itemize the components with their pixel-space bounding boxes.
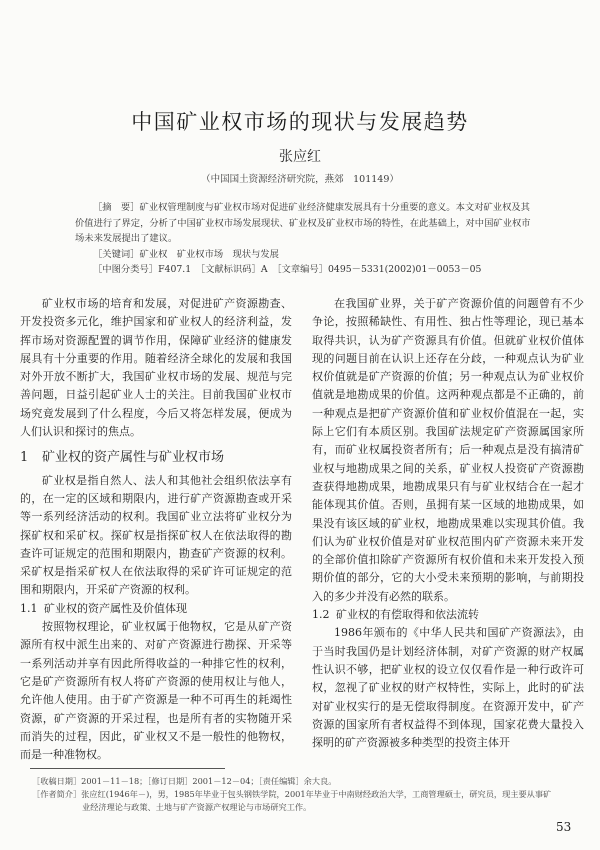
abstract-text: 矿业权管理制度与矿业权市场对促进矿业经济健康发展具有十分重要的意义。本文对矿业权及其价值进行了界定，分析了中国矿业权市场发展现状、矿业权及矿业权市场的特性，在此基础上，对中国矿业权市场未来发展提出了建议。 [75,202,531,244]
paper-title: 中国矿业权市场的现状与发展趋势 [131,110,469,135]
footnote-received: ［收稿日期］2001－11－18；［修订日期］2001－12－04；［责任编辑］余大良。 [32,776,337,786]
abstract-block [75,200,535,278]
page-number: 53 [556,820,572,834]
section-heading-1 [20,449,292,467]
abstract-label: ［摘 要］ [93,202,140,213]
classification-line: ［中图分类号］F407.1 ［文献标识码］A ［文章编号］0495－5331(2002)01－0053－05 [93,264,482,275]
subsection-heading-1-1 [20,600,292,618]
keywords-label: ［关键词］ [93,248,140,260]
value-paragraph: 在我国矿业界，关于矿产资源价值的问题曾有不少争论，按照稀缺性、有用性、独占性等理论，现已基本取得共识，认为矿产资源具有价值。但就矿业权价值体现的问题目前在认识上还存在分歧，一种观点认为矿业权价值就是矿产资源的价值；另一种观点认为矿业权价值就是地勘成果的价值。这两种观点都是不正确的，前一种观点是把矿产资源价值和矿业权价值混在一起，实际上它们有本质区别。我国矿法规定矿产资源属国家所有，而矿业权属投资者所有；后一种观点是没有搞清矿业权与地勘成果之间的关系，矿业权人投资矿产资源勘查获得地勘成果，地勘成果只有与矿业权结合在一起才能体现其价值。否则，虽拥有某一区域的地勘成果，如果没有该区域的矿业权，地勘成果难以实现其价值。我们认为矿业权价值是对矿业权范围内矿产资源未来开发的全部价值扣除矿产资源所有权价值和未来开发投入预期价值的部分，它的大小受未来预期的影响，与前期投入的多少并没有必然的联系。 [312,297,584,603]
subsection-title: 矿业权的资产属性及价值体现 [44,601,187,615]
keywords-line [75,247,535,263]
author-affiliation: （中国国土资源经济研究院，燕郊 101149） [201,174,399,185]
intro-paragraph: 矿业权市场的培育和发展，对促进矿产资源勘查、开发投资多元化，维护国家和矿业权人的经济利益，发挥市场对资源配置的调节作用，保障矿业经济的健康发展具有十分重要的作用。随着经济全球化的发展和我国对外开放不断扩大，我国矿业权市场的发展、规范与完善问题，日益引起矿业人士的关注。目前我国矿业权市场究竟发展到了什么程度，今后又将怎样发展，便成为人们认识和探讨的焦点。 [20,297,292,439]
section-title: 矿业权的资产属性与矿业权市场 [42,450,225,466]
footnote-author-bio-cont: 业经济理论与政策、土地与矿产资源产权理论与市场研究工作。 [82,802,312,812]
keywords-text: 矿业权 矿业权市场 现状与发展 [139,248,279,260]
left-column [20,295,292,764]
right-column [312,295,584,752]
subsection-number: 1.2 [312,608,330,622]
subsection-title: 矿业权的有偿取得和依法流转 [336,608,479,622]
footnote-divider [30,768,225,769]
subsection-1-1-paragraph: 按照物权理论，矿业权属于他物权，它是从矿产资源所有权中派生出来的、对矿产资源进行勘探、开采等一系列活动并享有因此所得收益的一种排它性的权利，它是矿产资源所有权人将矿产资源的使用权让与他人，允许他人使用。由于矿产资源是一种不可再生的耗竭性资源，矿产资源的开采过程，也是所有者的实物随开采而消失的过程，因此，矿业权又不是一般性的他物权，而是一种准物权。 [20,620,292,762]
subsection-1-2-paragraph: 1986年颁布的《中华人民共和国矿产资源法》，由于当时我国仍是计划经济体制，对矿产资源的财产权属性认识不够，把矿业权的设立仅仅看作是一种行政许可权，忽视了矿业权的财产权特性，实际上，此时的矿法对矿业权实行的是无偿取得制度。在资源开发中，矿产资源的国家所有者权益得不到体现，国家花费大量投入探明的矿产资源被多种类型的投资主体开 [312,626,584,750]
section-1-paragraph: 矿业权是指自然人、法人和其他社会组织依法享有的，在一定的区域和期限内，进行矿产资源勘查或开采等一系列经济活动的权利。我国矿业立法将矿业权分为探矿权和采矿权。探矿权是指探矿权人在依法取得的勘查许可证规定的范围和期限内，勘查矿产资源的权利。采矿权是指采矿权人在依法取得的采矿许可证规定的范围和期限内，开采矿产资源的权利。 [20,473,292,597]
abstract-paragraph [75,200,535,247]
author-name: 张应红 [279,149,321,165]
subsection-number: 1.1 [20,601,38,615]
footnote-author-bio: ［作者简介］张应红(1946年－)，男，1985年毕业于包头钢铁学院，2001年毕业于中南财经政治大学，工商管理硕士，研究员，现主要从事矿 [32,789,552,799]
subsection-heading-1-2 [312,606,584,624]
footnotes [32,775,572,814]
section-number: 1 [20,450,29,466]
